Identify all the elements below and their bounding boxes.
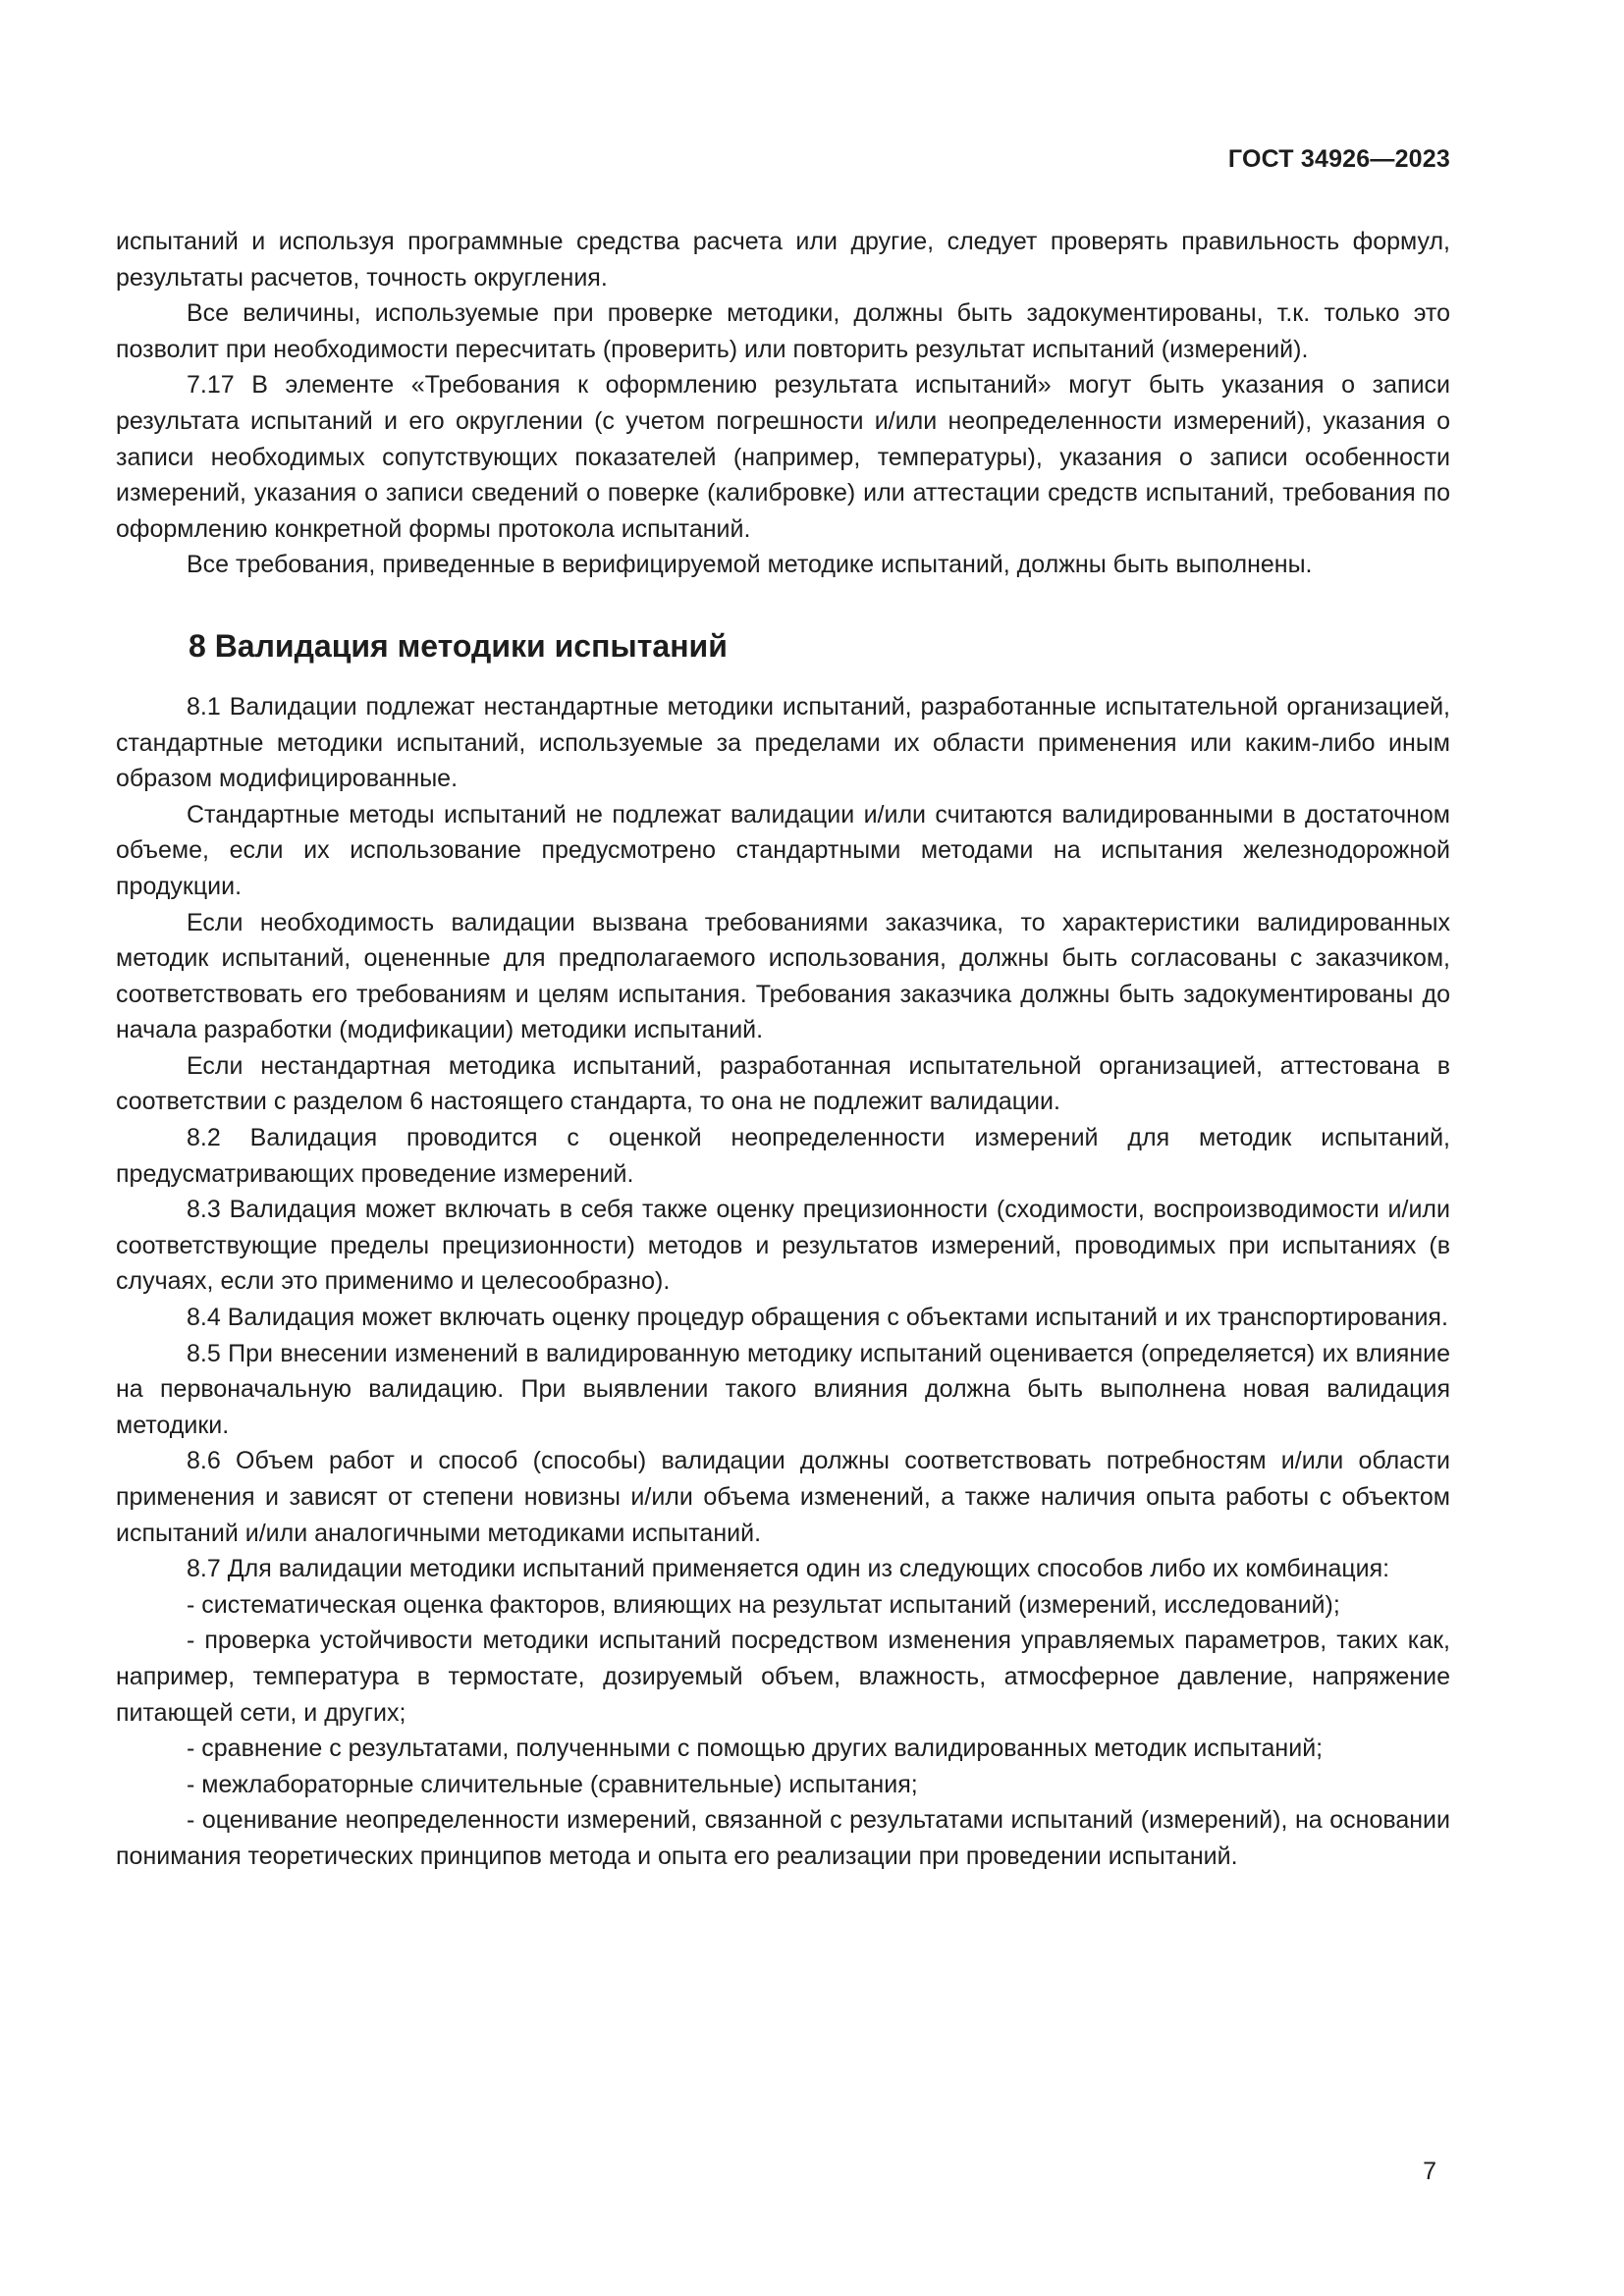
list-item: - систематическая оценка факторов, влияющих на результат испытаний (измерений, исследований); — [187, 1590, 1340, 1619]
paragraph-8-4: 8.4 Валидация может включать оценку процедур обращения с объектами испытаний и их транспортирования. — [187, 1304, 1448, 1332]
paragraph-8-5: 8.5 При внесении изменений в валидированную методику испытаний оценивается (определяется) их влияние на первоначальную валидацию. При выявлении такого влияния должна быть выполнена новая валидация методики. — [116, 1339, 1450, 1439]
list-item: - сравнение с результатами, полученными с помощью других валидированных методик испытаний; — [187, 1735, 1324, 1763]
paragraph-8-3: 8.3 Валидация может включать в себя также оценку прецизионности (сходимости, воспроизводимости и/или соответствующие пределы прецизионности) методов и результатов измерений, проводимых при испытаниях (в случаях, если это применимо и целесообразно). — [116, 1196, 1450, 1296]
document-number-header: ГОСТ 34926—2023 — [1227, 145, 1450, 173]
paragraph-8-1: 8.1 Валидации подлежат нестандартные методики испытаний, разработанные испытательной организацией, стандартные методики испытаний, используемые за пределами их области применения или каким-либо иным образом модифицированные. — [116, 692, 1450, 793]
paragraph-8-2: 8.2 Валидация проводится с оценкой неопределенности измерений для методик испытаний, предусматривающих проведение измерений. — [116, 1124, 1450, 1188]
paragraph: Стандартные методы испытаний не подлежат валидации и/или считаются валидированными в достаточном объеме, если их использование предусмотрено стандартными методами на испытания железнодорожной продукции. — [116, 800, 1450, 900]
page-number: 7 — [1423, 2158, 1436, 2185]
paragraph: испытаний и используя программные средства расчета или другие, следует проверять правильность формул, результаты расчетов, точность округления. — [116, 228, 1450, 292]
paragraph-7-17: 7.17 В элементе «Требования к оформлению результата испытаний» могут быть указания о записи результата испытаний и его округлении (с учетом погрешности и/или неопределенности измерений), указания о записи необходимых сопутствующих показателей (например, температуры), указания о записи особенности измерений, указания о записи сведений о поверке (калибровке) или аттестации средств испытаний, требования по оформлению конкретной формы протокола испытаний. — [116, 371, 1450, 543]
paragraph: Все величины, используемые при проверке методики, должны быть задокументированы, т.к. только это позволит при необходимости пересчитать (проверить) или повторить результат испытаний (измерений). — [116, 299, 1450, 363]
section-8-heading: 8 Валидация методики испытаний — [189, 627, 728, 664]
list-item: - оценивание неопределенности измерений, связанной с результатами испытаний (измерений), на основании понимания теоретических принципов метода и опыта его реализации при проведении испытаний. — [116, 1806, 1450, 1870]
paragraph: Если необходимость валидации вызвана требованиями заказчика, то характеристики валидированных методик испытаний, оцененные для предполагаемого использования, должны быть согласованы с заказчиком, соответствовать его требованиям и целям испытания. Требования заказчика должны быть задокументированы до начала разработки (модификации) методики испытаний. — [116, 908, 1450, 1044]
list-item: - межлабораторные сличительные (сравнительные) испытания; — [187, 1770, 918, 1798]
list-item: - проверка устойчивости методики испытаний посредством изменения управляемых параметров, таких как, например, температура в термостате, дозируемый объем, влажность, атмосферное давление, напряжение питающей сети, и других; — [116, 1627, 1450, 1727]
paragraph: Все требования, приведенные в верифицируемой методике испытаний, должны быть выполнены. — [187, 551, 1313, 579]
document-body — [116, 224, 1450, 1875]
paragraph-8-6: 8.6 Объем работ и способ (способы) валидации должны соответствовать потребностям и/или области применения и зависят от степени новизны и/или объема изменений, а также наличия опыта работы с объектом испытаний и/или аналогичными методиками испытаний. — [116, 1447, 1450, 1547]
paragraph-8-7: 8.7 Для валидации методики испытаний применяется один из следующих способов либо их комбинация: — [187, 1555, 1390, 1583]
paragraph: Если нестандартная методика испытаний, разработанная испытательной организацией, аттестована в соответствии с разделом 6 настоящего стандарта, то она не подлежит валидации. — [116, 1051, 1450, 1116]
